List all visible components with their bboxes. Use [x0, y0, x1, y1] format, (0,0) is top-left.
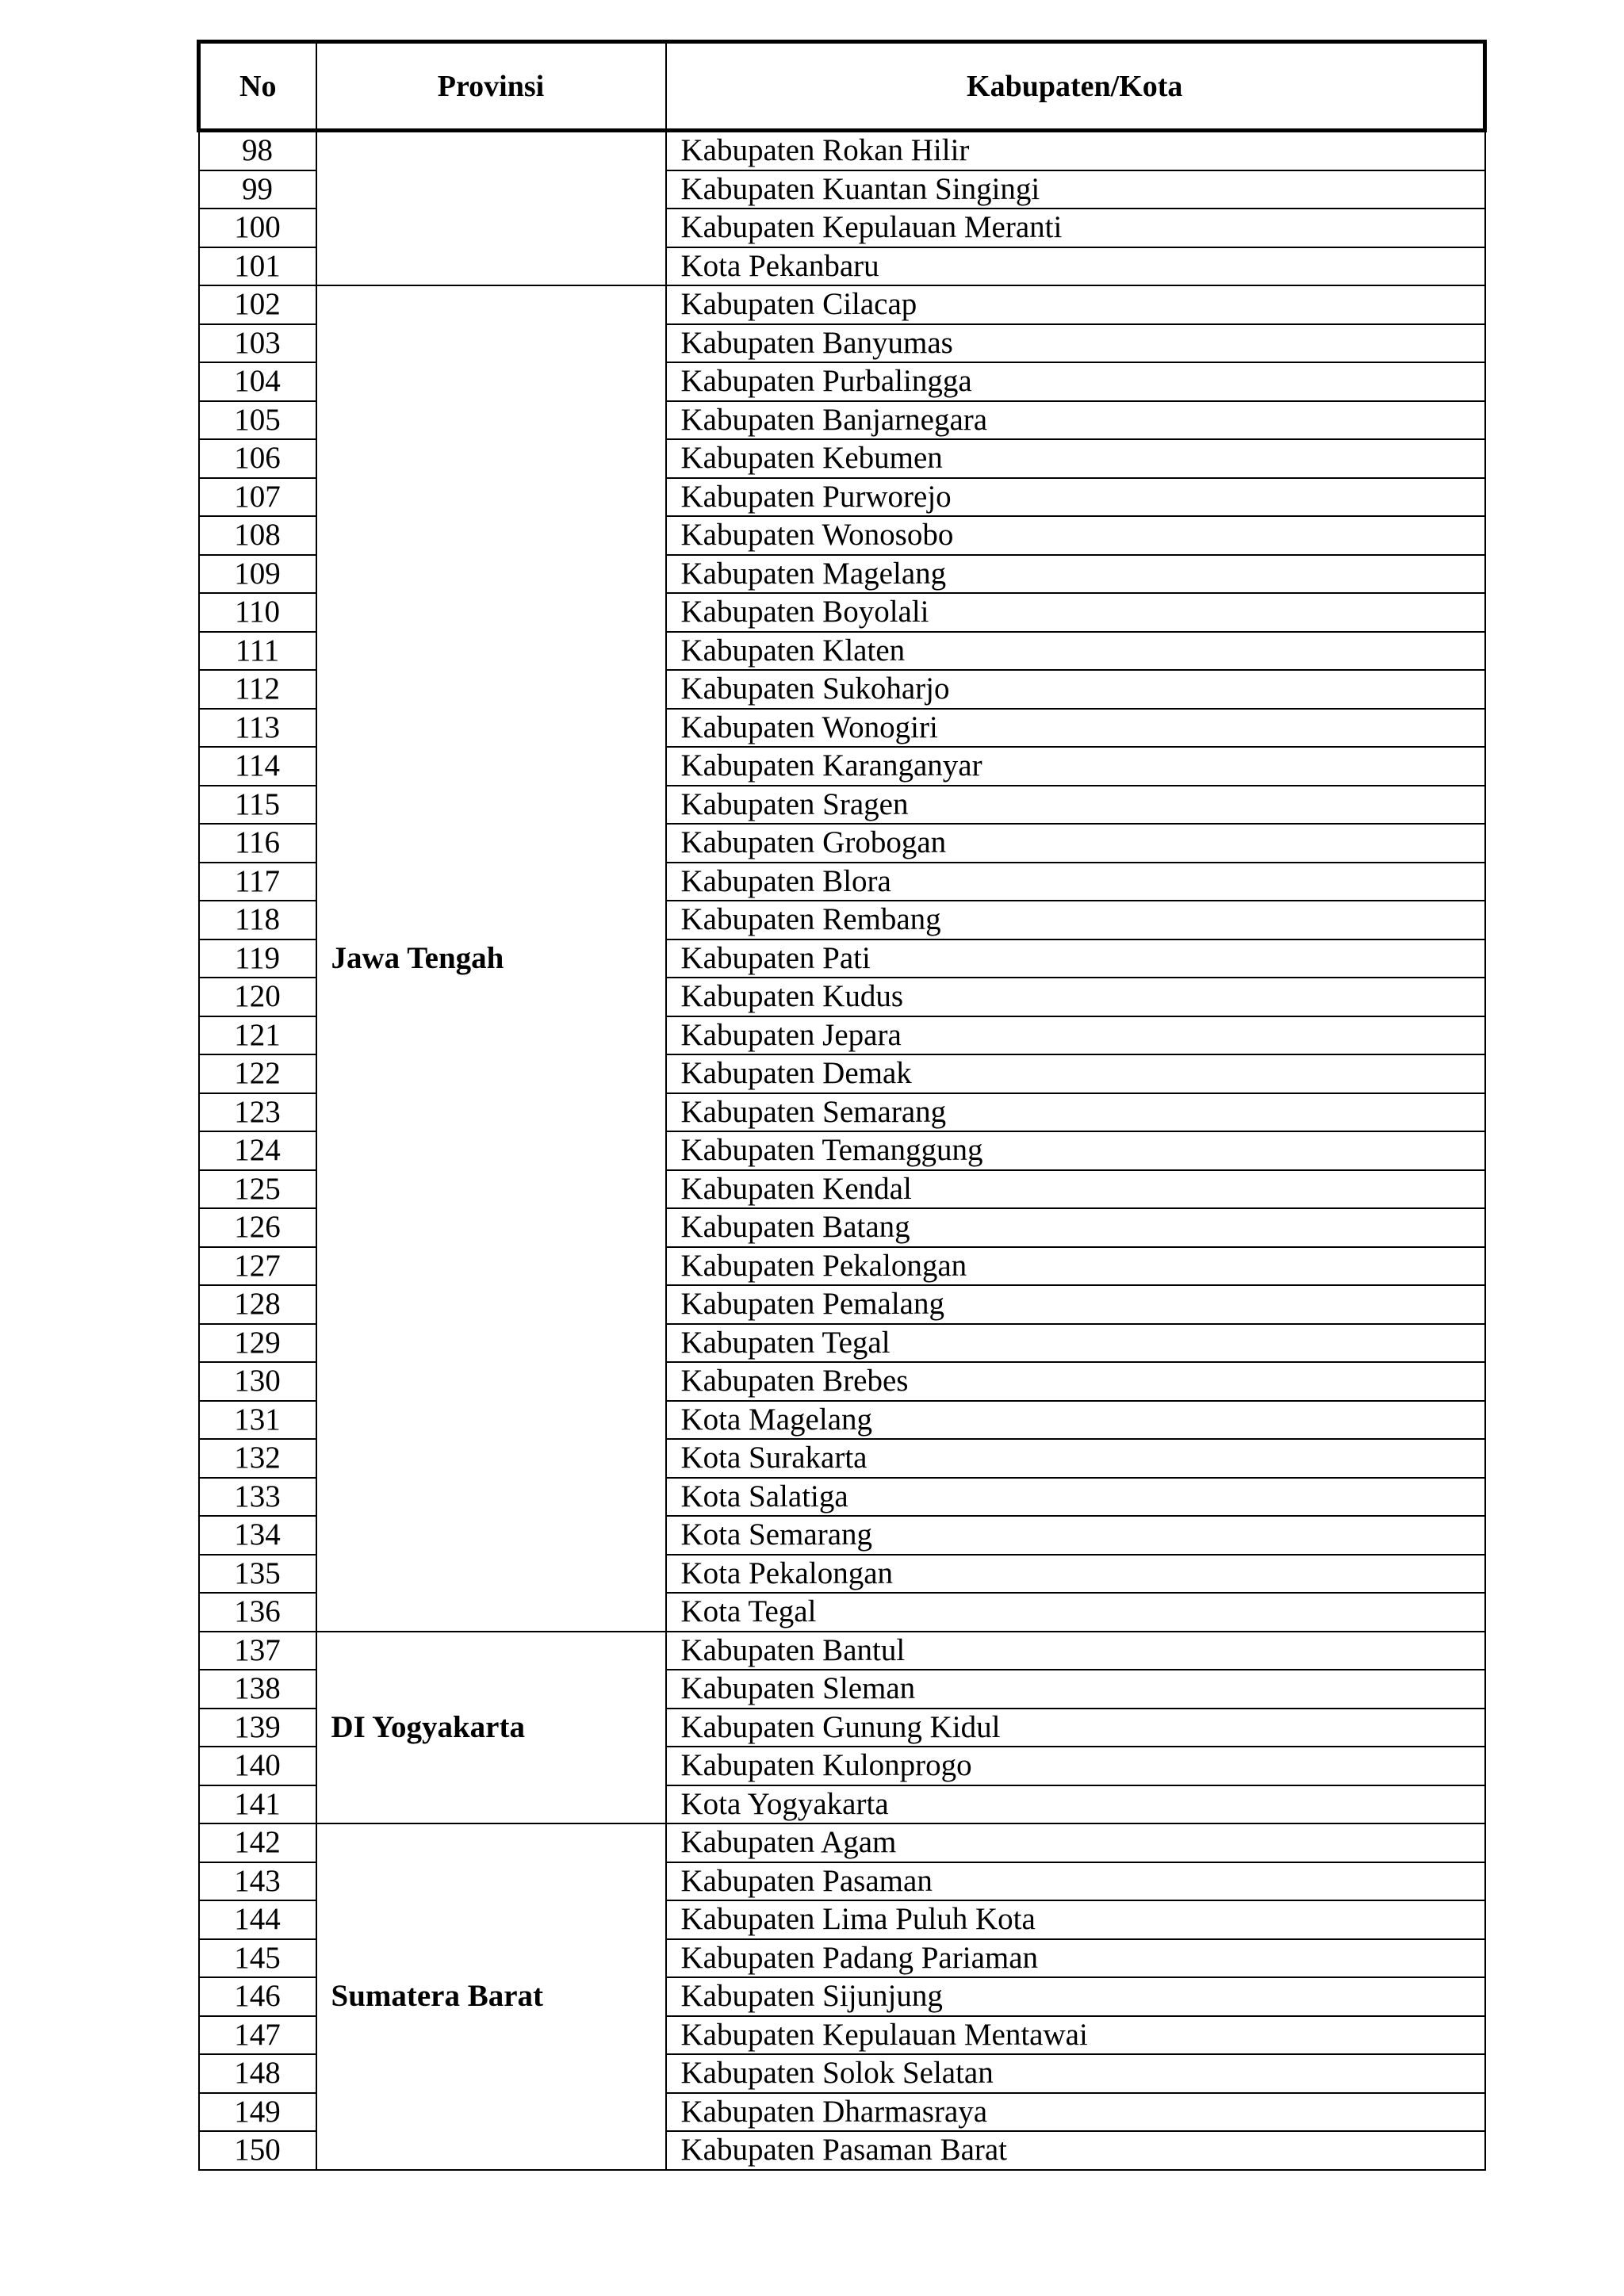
- regency-city-name: Kabupaten Agam: [666, 1823, 1485, 1862]
- regency-city-name: Kabupaten Demak: [666, 1054, 1485, 1093]
- regency-city-name: Kabupaten Sukoharjo: [666, 670, 1485, 709]
- regency-city-name: Kabupaten Jepara: [666, 1016, 1485, 1055]
- row-number: 146: [199, 1977, 316, 2016]
- row-number: 112: [199, 670, 316, 709]
- header-no: No: [199, 42, 316, 131]
- row-number: 139: [199, 1709, 316, 1747]
- regency-city-name: Kabupaten Blora: [666, 863, 1485, 901]
- regency-city-name: Kabupaten Boyolali: [666, 593, 1485, 632]
- regency-city-name: Kabupaten Kulonprogo: [666, 1747, 1485, 1785]
- regency-city-name: Kabupaten Wonosobo: [666, 516, 1485, 555]
- row-number: 110: [199, 593, 316, 632]
- regency-city-name: Kabupaten Rembang: [666, 901, 1485, 939]
- table-row: [199, 1632, 1485, 1670]
- regency-city-name: Kabupaten Pasaman: [666, 1862, 1485, 1901]
- table-row: [199, 131, 1485, 170]
- row-number: 117: [199, 863, 316, 901]
- regency-city-name: Kabupaten Temanggung: [666, 1131, 1485, 1170]
- regency-city-name: Kabupaten Pekalongan: [666, 1247, 1485, 1286]
- row-number: 118: [199, 901, 316, 939]
- province-name: Sumatera Barat: [316, 1823, 666, 2170]
- regency-city-name: Kabupaten Banjarnegara: [666, 401, 1485, 440]
- regency-city-name: Kabupaten Kepulauan Mentawai: [666, 2016, 1485, 2055]
- regency-city-name: Kabupaten Bantul: [666, 1632, 1485, 1670]
- regency-city-name: Kota Magelang: [666, 1401, 1485, 1440]
- regency-city-name: Kota Surakarta: [666, 1439, 1485, 1478]
- province-name: DI Yogyakarta: [316, 1632, 666, 1824]
- row-number: 129: [199, 1324, 316, 1363]
- regency-city-name: Kabupaten Banyumas: [666, 324, 1485, 363]
- row-number: 124: [199, 1131, 316, 1170]
- row-number: 143: [199, 1862, 316, 1901]
- regency-city-name: Kabupaten Magelang: [666, 555, 1485, 594]
- row-number: 116: [199, 824, 316, 863]
- row-number: 108: [199, 516, 316, 555]
- row-number: 147: [199, 2016, 316, 2055]
- row-number: 150: [199, 2131, 316, 2170]
- regency-city-name: Kabupaten Kebumen: [666, 439, 1485, 478]
- regency-city-name: Kabupaten Dharmasraya: [666, 2093, 1485, 2132]
- row-number: 144: [199, 1900, 316, 1939]
- regency-city-name: Kabupaten Pati: [666, 939, 1485, 978]
- table-body: [199, 131, 1485, 2170]
- row-number: 126: [199, 1208, 316, 1247]
- row-number: 130: [199, 1362, 316, 1401]
- row-number: 114: [199, 747, 316, 786]
- regency-city-name: Kota Tegal: [666, 1593, 1485, 1632]
- regency-city-name: Kabupaten Padang Pariaman: [666, 1939, 1485, 1978]
- table-row: [199, 1823, 1485, 1862]
- regency-city-name: Kabupaten Purbalingga: [666, 362, 1485, 401]
- row-number: 105: [199, 401, 316, 440]
- row-number: 127: [199, 1247, 316, 1286]
- row-number: 141: [199, 1785, 316, 1824]
- row-number: 115: [199, 786, 316, 825]
- regency-city-name: Kota Pekalongan: [666, 1555, 1485, 1594]
- regency-city-name: Kabupaten Kudus: [666, 978, 1485, 1016]
- row-number: 99: [199, 170, 316, 209]
- regency-city-name: Kabupaten Lima Puluh Kota: [666, 1900, 1485, 1939]
- row-number: 104: [199, 362, 316, 401]
- row-number: 103: [199, 324, 316, 363]
- regency-city-name: Kabupaten Klaten: [666, 632, 1485, 671]
- row-number: 113: [199, 709, 316, 748]
- row-number: 149: [199, 2093, 316, 2132]
- row-number: 121: [199, 1016, 316, 1055]
- header-row: [199, 42, 1485, 131]
- regency-city-name: Kabupaten Rokan Hilir: [666, 131, 1485, 170]
- table-header: [199, 42, 1485, 131]
- regency-city-name: Kabupaten Sragen: [666, 786, 1485, 825]
- regency-city-name: Kabupaten Sijunjung: [666, 1977, 1485, 2016]
- header-provinsi: Provinsi: [316, 42, 666, 131]
- table-row: [199, 285, 1485, 324]
- row-number: 109: [199, 555, 316, 594]
- row-number: 106: [199, 439, 316, 478]
- regency-city-name: Kabupaten Batang: [666, 1208, 1485, 1247]
- regency-city-name: Kabupaten Cilacap: [666, 285, 1485, 324]
- row-number: 120: [199, 978, 316, 1016]
- row-number: 100: [199, 209, 316, 247]
- row-number: 101: [199, 247, 316, 286]
- regency-city-name: Kabupaten Brebes: [666, 1362, 1485, 1401]
- row-number: 98: [199, 131, 316, 170]
- region-table: [197, 40, 1487, 2171]
- regency-city-name: Kota Semarang: [666, 1516, 1485, 1555]
- regency-city-name: Kabupaten Kepulauan Meranti: [666, 209, 1485, 247]
- regency-city-name: Kabupaten Kuantan Singingi: [666, 170, 1485, 209]
- province-name: [316, 131, 666, 286]
- regency-city-name: Kabupaten Kendal: [666, 1170, 1485, 1209]
- header-kabupaten-kota: Kabupaten/Kota: [666, 42, 1485, 131]
- regency-city-name: Kabupaten Sleman: [666, 1670, 1485, 1709]
- row-number: 136: [199, 1593, 316, 1632]
- regency-city-name: Kota Yogyakarta: [666, 1785, 1485, 1824]
- row-number: 142: [199, 1823, 316, 1862]
- regency-city-name: Kota Salatiga: [666, 1478, 1485, 1517]
- row-number: 125: [199, 1170, 316, 1209]
- regency-city-name: Kabupaten Pemalang: [666, 1285, 1485, 1324]
- row-number: 134: [199, 1516, 316, 1555]
- row-number: 119: [199, 939, 316, 978]
- row-number: 138: [199, 1670, 316, 1709]
- regency-city-name: Kota Pekanbaru: [666, 247, 1485, 286]
- regency-city-name: Kabupaten Semarang: [666, 1093, 1485, 1132]
- row-number: 131: [199, 1401, 316, 1440]
- row-number: 145: [199, 1939, 316, 1978]
- regency-city-name: Kabupaten Grobogan: [666, 824, 1485, 863]
- row-number: 102: [199, 285, 316, 324]
- row-number: 135: [199, 1555, 316, 1594]
- row-number: 128: [199, 1285, 316, 1324]
- row-number: 107: [199, 478, 316, 517]
- regency-city-name: Kabupaten Solok Selatan: [666, 2054, 1485, 2093]
- regency-city-name: Kabupaten Tegal: [666, 1324, 1485, 1363]
- row-number: 133: [199, 1478, 316, 1517]
- regency-city-name: Kabupaten Purworejo: [666, 478, 1485, 517]
- row-number: 111: [199, 632, 316, 671]
- row-number: 122: [199, 1054, 316, 1093]
- row-number: 148: [199, 2054, 316, 2093]
- row-number: 140: [199, 1747, 316, 1785]
- province-name: Jawa Tengah: [316, 285, 666, 1632]
- row-number: 132: [199, 1439, 316, 1478]
- regency-city-name: Kabupaten Pasaman Barat: [666, 2131, 1485, 2170]
- regency-city-name: Kabupaten Karanganyar: [666, 747, 1485, 786]
- row-number: 123: [199, 1093, 316, 1132]
- row-number: 137: [199, 1632, 316, 1670]
- regency-city-name: Kabupaten Wonogiri: [666, 709, 1485, 748]
- regency-city-name: Kabupaten Gunung Kidul: [666, 1709, 1485, 1747]
